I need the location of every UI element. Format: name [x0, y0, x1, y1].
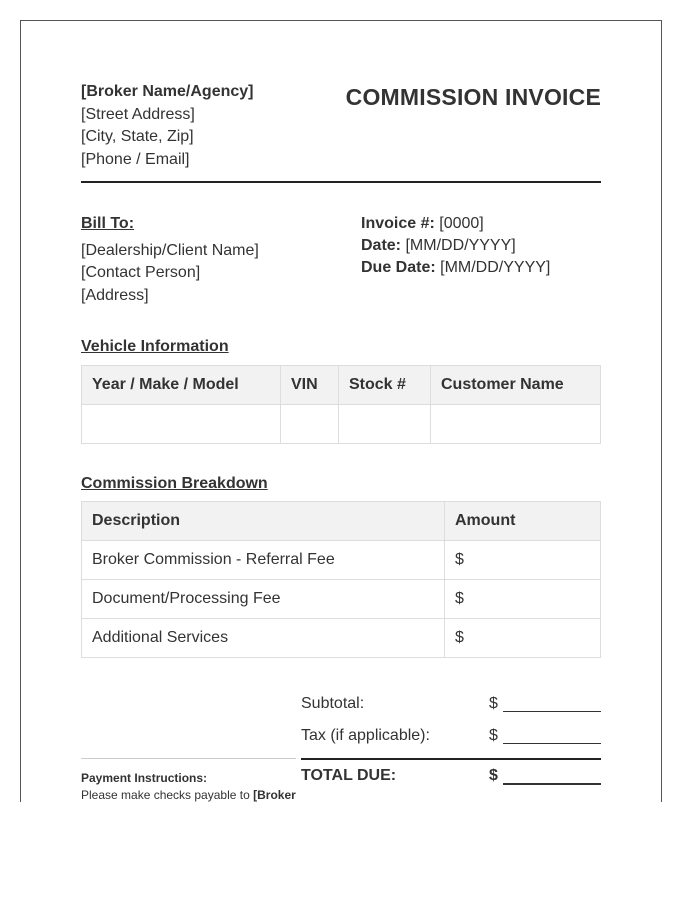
sender-block [81, 81, 254, 171]
tax-blank-line[interactable] [503, 743, 601, 744]
bill-to-block [81, 213, 259, 307]
broker-name: [Broker Name/Agency] [81, 83, 254, 100]
payment-text-prefix: Please make checks payable to [81, 788, 254, 802]
invoice-number-label: Invoice #: [361, 215, 435, 232]
invoice-number [361, 213, 550, 235]
due-date-value: [MM/DD/YYYY] [435, 259, 551, 276]
total-due-row [301, 767, 601, 789]
payment-text [81, 787, 296, 802]
document-title: COMMISSION INVOICE [345, 84, 601, 110]
payment-divider [81, 758, 296, 759]
invoice-date [361, 235, 550, 257]
vehicle-table-header-row [82, 366, 601, 405]
vehicle-table [81, 365, 601, 444]
tax-label: Tax (if applicable): [301, 727, 430, 744]
subtotal-row [301, 695, 601, 717]
vehicle-cell-stock[interactable] [339, 405, 431, 444]
vehicle-cell-customer-name[interactable] [431, 405, 601, 444]
commission-table-header-row [82, 502, 601, 541]
commission-description: Broker Commission - Referral Fee [82, 541, 445, 580]
tax-currency: $ [489, 727, 498, 744]
due-date-label: Due Date: [361, 259, 436, 276]
payment-payee: [Broker [253, 788, 296, 802]
broker-contact: [Phone / Email] [81, 150, 190, 168]
total-divider [301, 758, 601, 760]
invoice-number-value: [0000] [434, 215, 484, 232]
commission-section-title: Commission Breakdown [81, 475, 268, 492]
total-due-currency: $ [489, 767, 498, 784]
vehicle-cell-year-make-model[interactable] [82, 405, 281, 444]
commission-amount[interactable]: $ [445, 580, 601, 619]
table-row [82, 619, 601, 658]
header-divider [81, 181, 601, 183]
table-row [82, 580, 601, 619]
vehicle-header-stock: Stock # [339, 366, 431, 405]
vehicle-cell-vin[interactable] [281, 405, 339, 444]
broker-city: [City, State, Zip] [81, 128, 194, 145]
subtotal-currency: $ [489, 695, 498, 712]
broker-street: [Street Address] [81, 105, 195, 123]
invoice-date-value: [MM/DD/YYYY] [401, 237, 516, 254]
commission-header-description: Description [82, 502, 445, 541]
commission-table [81, 501, 601, 658]
vehicle-header-year-make-model: Year / Make / Model [82, 366, 281, 405]
invoice-page [20, 20, 662, 802]
vehicle-section-title: Vehicle Information [81, 338, 229, 355]
invoice-date-label: Date: [361, 237, 402, 254]
vehicle-header-customer-name: Customer Name [431, 366, 601, 405]
vehicle-table-row [82, 405, 601, 444]
total-due-label: TOTAL DUE: [301, 767, 397, 784]
bill-to-heading: Bill To: [81, 215, 135, 232]
total-due-blank-line[interactable] [503, 783, 601, 785]
bill-to-address: [Address] [81, 286, 149, 304]
table-row [82, 541, 601, 580]
tax-row [301, 727, 601, 749]
payment-instructions [81, 770, 296, 802]
invoice-due-date [361, 257, 550, 279]
bill-to-client: [Dealership/Client Name] [81, 241, 259, 259]
commission-description: Additional Services [82, 619, 445, 658]
commission-amount[interactable]: $ [445, 541, 601, 580]
commission-header-amount: Amount [445, 502, 601, 541]
commission-amount[interactable]: $ [445, 619, 601, 658]
invoice-meta [361, 213, 550, 279]
commission-description: Document/Processing Fee [82, 580, 445, 619]
vehicle-header-vin: VIN [281, 366, 339, 405]
subtotal-blank-line[interactable] [503, 711, 601, 712]
bill-to-contact: [Contact Person] [81, 264, 201, 281]
payment-heading: Payment Instructions: [81, 771, 208, 785]
subtotal-label: Subtotal: [301, 695, 365, 712]
